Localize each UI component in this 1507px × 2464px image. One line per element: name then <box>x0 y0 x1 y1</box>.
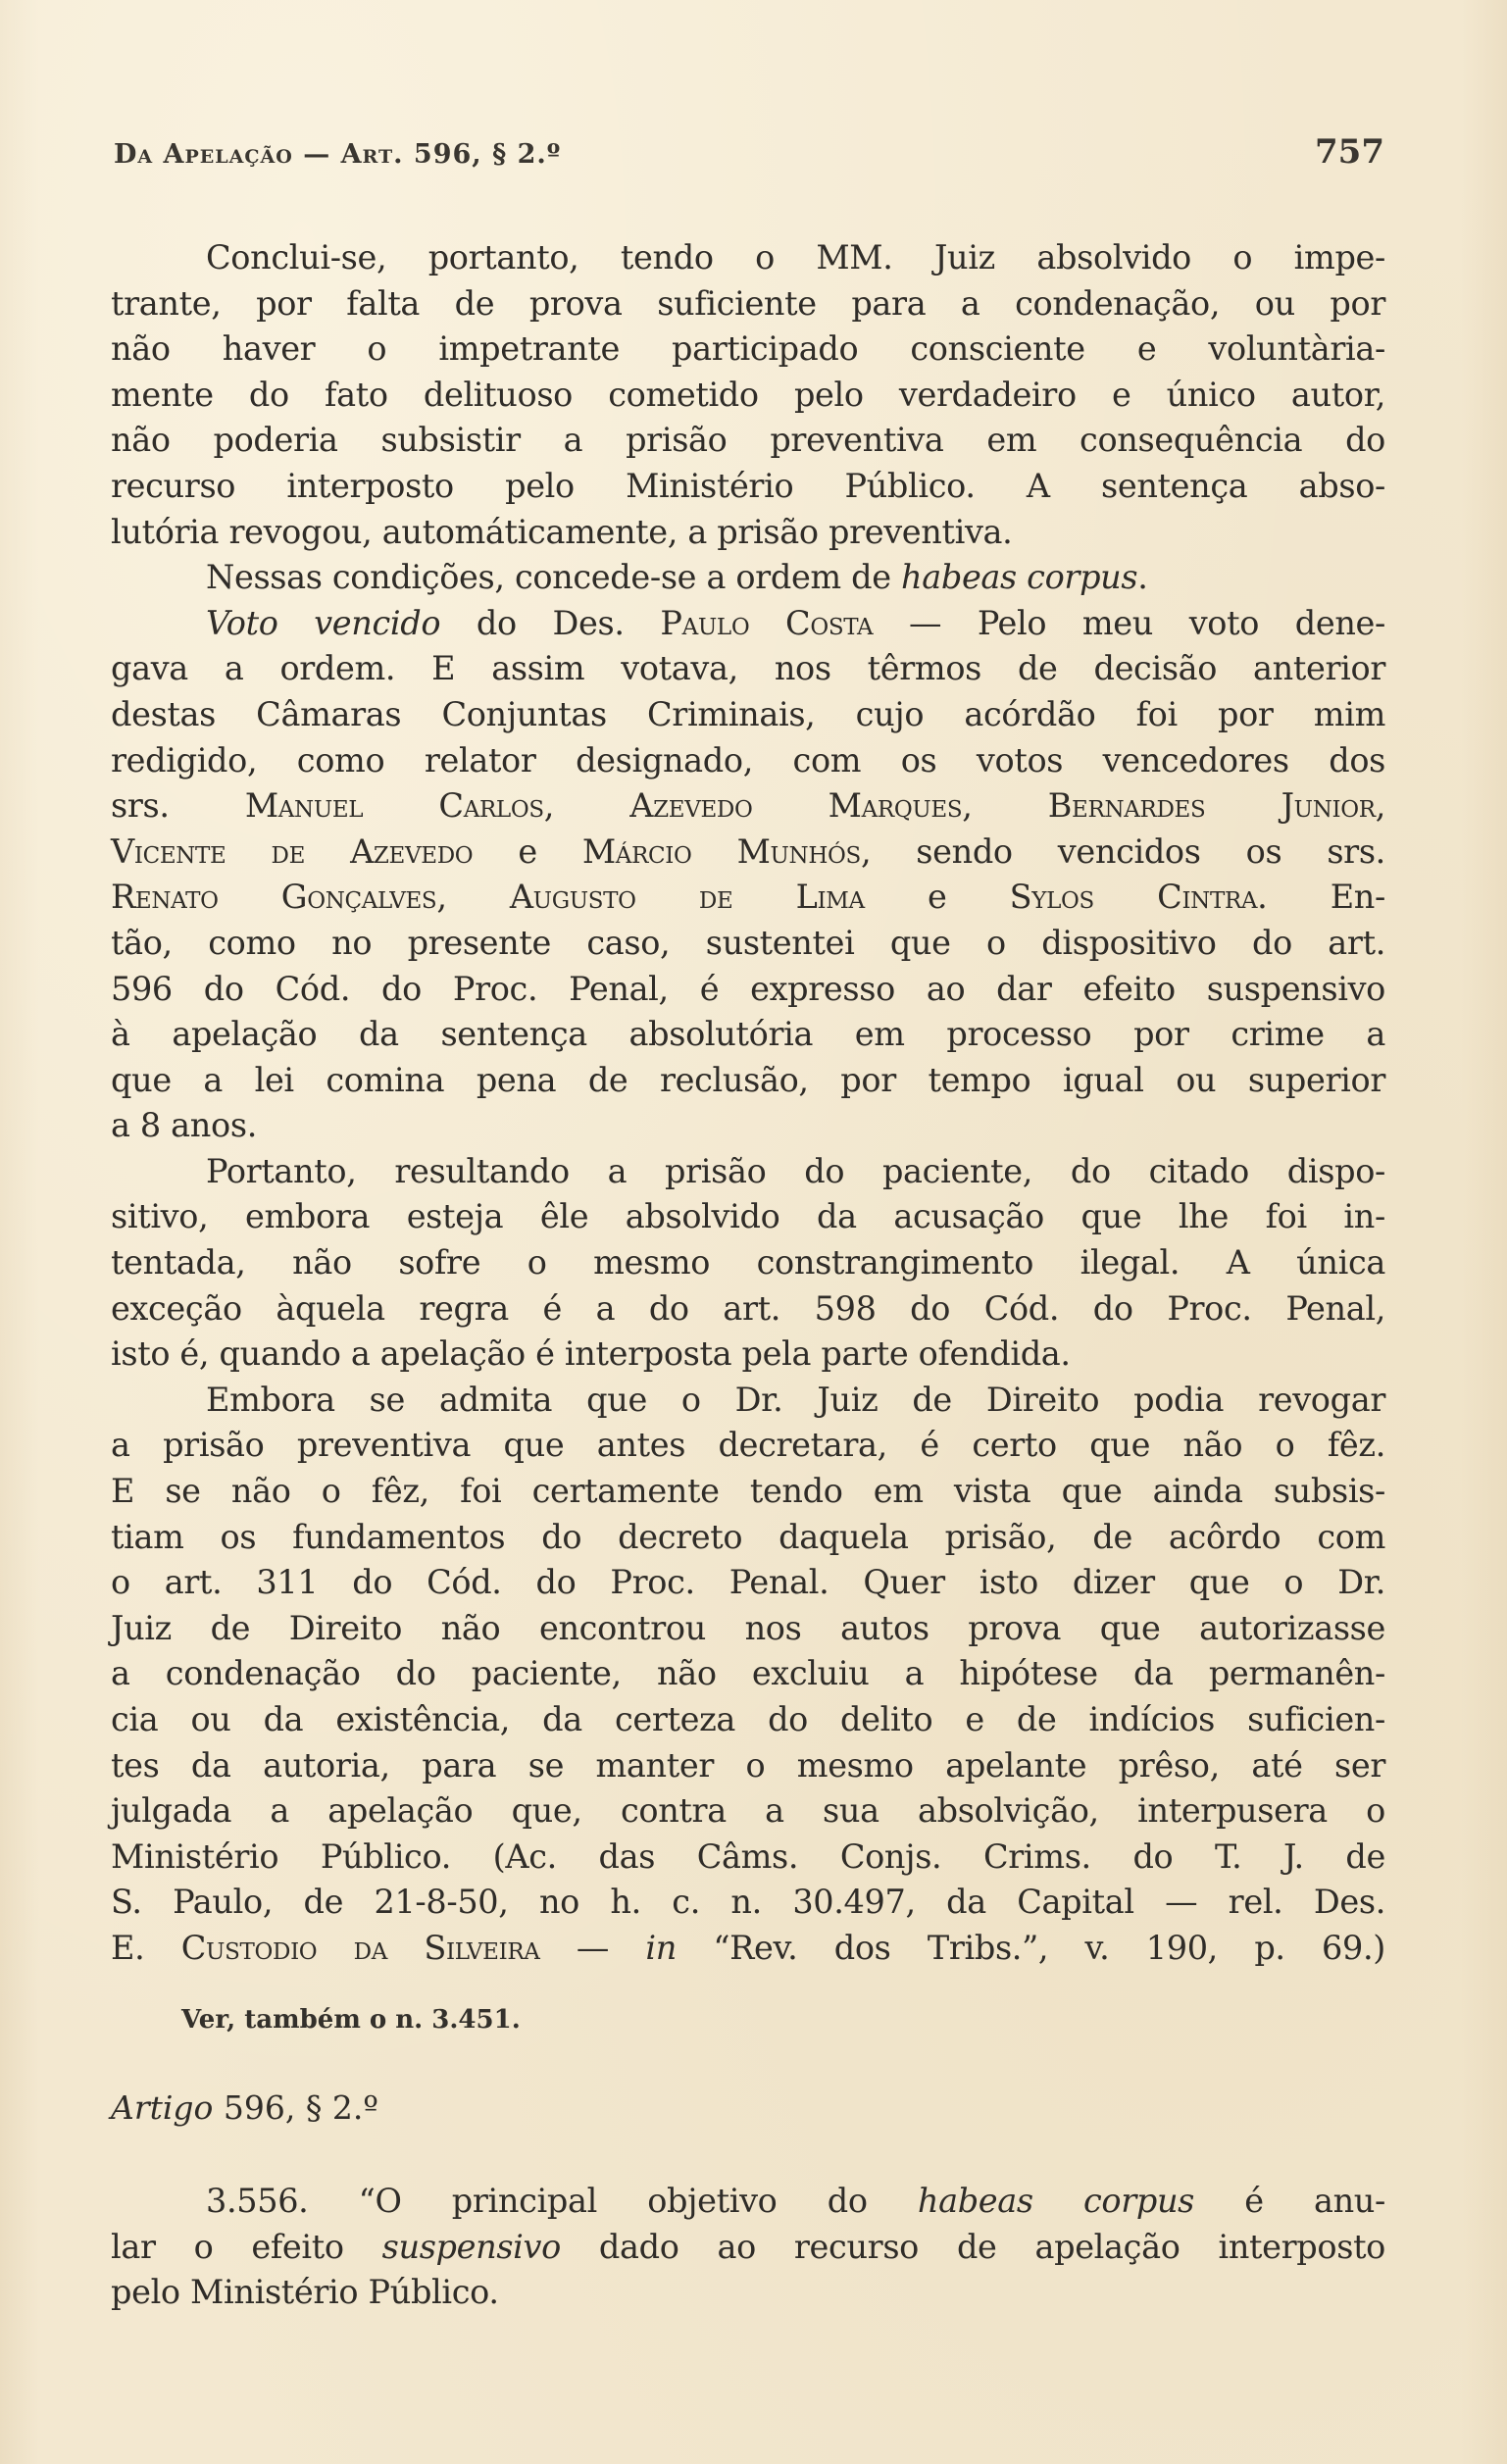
text-line <box>111 1651 1385 1697</box>
text-line <box>111 1240 1385 1286</box>
text-segment: . En- <box>1257 878 1385 917</box>
text-line <box>111 327 1385 373</box>
see-also-note: Ver, também o n. 3.451. <box>181 2005 521 2035</box>
text-line <box>111 1743 1385 1789</box>
text-line <box>111 1788 1385 1835</box>
text-segment: 3.556. “O principal objetivo do <box>206 2182 918 2220</box>
text-segment: E se não o fêz, foi certamente tendo em vista que ainda subsis- <box>111 1472 1385 1511</box>
small-caps-name: Augusto de Lima <box>509 878 865 917</box>
text-line <box>111 1194 1385 1240</box>
text-line <box>111 1286 1385 1333</box>
text-line <box>111 1926 1385 1972</box>
text-line <box>111 373 1385 419</box>
text-line <box>111 1058 1385 1104</box>
text-line <box>111 875 1385 921</box>
small-caps-name: Renato Gonçalves <box>111 878 437 917</box>
text-segment: S. Paulo, de 21-8-50, no h. c. n. 30.497, da Capital — rel. Des. <box>111 1883 1385 1922</box>
text-line <box>111 1606 1385 1652</box>
italic-text: suspensivo <box>381 2227 561 2266</box>
article-heading <box>111 2088 378 2127</box>
text-line <box>111 235 1385 281</box>
small-caps-name: Manuel Carlos <box>244 786 544 826</box>
text-line <box>111 464 1385 510</box>
text-segment: srs. <box>111 786 245 826</box>
text-line <box>111 783 1385 830</box>
text-line <box>111 967 1385 1013</box>
page-number: 757 <box>1315 132 1384 172</box>
text-line <box>111 646 1385 692</box>
text-segment: , <box>1375 786 1385 826</box>
text-segment: destas Câmaras Conjuntas Criminais, cujo acórdão foi por mim <box>111 694 1385 733</box>
text-segment: , sendo vencidos os srs. <box>860 831 1385 871</box>
text-segment: não haver o impetrante participado consciente e voluntària- <box>111 329 1385 369</box>
text-segment: “Rev. dos Tribs.”, v. 190, p. 69.) <box>677 1928 1386 1967</box>
italic-text: habeas corpus <box>917 2182 1195 2220</box>
main-text-block <box>111 235 1385 1972</box>
small-caps-name: Vicente de Azevedo <box>111 831 474 871</box>
text-line <box>111 1332 1385 1378</box>
small-caps-name: Márcio Munhós <box>581 831 861 871</box>
text-segment: , <box>543 786 630 826</box>
text-line <box>111 1423 1385 1469</box>
text-segment: Embora se admita que o Dr. Juiz de Direito podia revogar <box>206 1380 1385 1419</box>
small-caps-name: Custodio da Silveira <box>180 1928 540 1967</box>
text-segment: lutória revogou, automáticamente, a prisão preventiva. <box>111 512 1013 551</box>
text-segment: trante, por falta de prova suficiente para a condenação, ou por <box>111 283 1385 323</box>
text-segment: mente do fato delituoso cometido pelo verdadeiro e único autor, <box>111 375 1385 414</box>
text-line <box>111 1515 1385 1561</box>
text-segment: . <box>1137 558 1148 597</box>
text-segment: recurso interposto pelo Ministério Público. A sentença abso- <box>111 466 1385 505</box>
text-segment: dado ao recurso de apelação interposto <box>560 2227 1385 2266</box>
text-segment: tiam os fundamentos do decreto daquela prisão, de acôrdo com <box>111 1517 1385 1556</box>
text-segment: a 8 anos. <box>111 1106 257 1145</box>
small-caps-name: Paulo Costa <box>660 603 874 642</box>
text-line <box>111 2225 1385 2271</box>
text-segment: sitivo, embora esteja êle absolvido da acusação que lhe foi in- <box>111 1197 1385 1236</box>
text-line <box>111 601 1385 647</box>
italic-text: habeas corpus <box>901 558 1138 597</box>
text-segment: gava a ordem. E assim votava, nos têrmos de decisão anterior <box>111 649 1385 688</box>
text-segment: que a lei comina pena de reclusão, por tempo igual ou superior <box>111 1060 1385 1099</box>
text-segment: redigido, como relator designado, com os votos vencedores dos <box>111 740 1385 779</box>
small-caps-name: Azevedo Marques <box>629 786 963 826</box>
text-line <box>111 921 1385 967</box>
text-segment: a prisão preventiva que antes decretara, é certo que não o fêz. <box>111 1426 1385 1465</box>
text-segment: 596 do Cód. do Proc. Penal, é expresso ao dar efeito suspensivo <box>111 969 1385 1008</box>
text-line <box>111 738 1385 784</box>
text-segment: do Des. <box>440 603 661 642</box>
text-segment: o art. 311 do Cód. do Proc. Penal. Quer isto dizer que o Dr. <box>111 1563 1385 1602</box>
article-heading-ref: 596, § 2.º <box>213 2088 378 2127</box>
text-segment: Portanto, resultando a prisão do paciente, do citado dispo- <box>206 1151 1385 1190</box>
text-line <box>111 1378 1385 1424</box>
text-line <box>111 1012 1385 1058</box>
text-line <box>111 1880 1385 1926</box>
text-segment: à apelação da sentença absolutória em processo por crime a <box>111 1015 1385 1054</box>
text-segment: tes da autoria, para se manter o mesmo apelante prêso, até ser <box>111 1745 1385 1785</box>
text-line <box>111 692 1385 738</box>
text-line <box>111 1149 1385 1195</box>
text-line <box>111 1560 1385 1606</box>
text-segment: e <box>864 878 1010 917</box>
entry-3556-text <box>111 2179 1385 2316</box>
text-segment: e <box>473 831 582 871</box>
text-segment: E. <box>111 1928 181 1967</box>
article-heading-word: Artigo <box>111 2088 214 2127</box>
running-head-title: Da Apelação — Art. 596, § 2.º <box>114 139 562 170</box>
text-segment: , <box>962 786 1048 826</box>
text-segment: não poderia subsistir a prisão preventiva em consequência do <box>111 421 1385 460</box>
text-line <box>111 418 1385 464</box>
text-segment: cia ou da existência, da certeza do delito e de indícios suficien- <box>111 1700 1385 1738</box>
text-segment: Nessas condições, concede-se a ordem de <box>206 558 901 597</box>
text-segment: isto é, quando a apelação é interposta pela parte ofendida. <box>111 1334 1071 1374</box>
text-line <box>111 830 1385 876</box>
text-line <box>111 1835 1385 1881</box>
text-segment: — Pelo meu voto dene- <box>873 603 1385 642</box>
text-line <box>111 1103 1385 1149</box>
text-line <box>111 510 1385 556</box>
small-caps-name: Bernardes Junior <box>1047 786 1376 826</box>
text-segment: a condenação do paciente, não excluiu a hipótese da permanên- <box>111 1654 1385 1693</box>
text-line <box>111 1469 1385 1515</box>
running-head <box>114 132 1384 172</box>
text-segment: lar o efeito <box>111 2227 382 2266</box>
text-segment: Conclui-se, portanto, tendo o MM. Juiz absolvido o impe- <box>206 238 1385 277</box>
text-line <box>111 1697 1385 1743</box>
text-segment: Juiz de Direito não encontrou nos autos prova que autorizasse <box>111 1608 1385 1647</box>
italic-text: Voto vencido <box>206 603 441 642</box>
italic-text: in <box>645 1928 678 1967</box>
text-segment: é anu- <box>1194 2182 1385 2220</box>
text-segment: Ministério Público. (Ac. das Câms. Conjs. Crims. do T. J. de <box>111 1836 1385 1876</box>
text-line <box>111 2270 1385 2316</box>
text-segment: exceção àquela regra é a do art. 598 do Cód. do Proc. Penal, <box>111 1288 1385 1328</box>
text-segment: tão, como no presente caso, sustentei que o dispositivo do art. <box>111 923 1385 962</box>
small-caps-name: Sylos Cintra <box>1009 878 1258 917</box>
text-segment: — <box>539 1928 646 1967</box>
text-segment: julgada a apelação que, contra a sua absolvição, interpusera o <box>111 1791 1385 1831</box>
text-line <box>111 555 1385 601</box>
text-segment: pelo Ministério Público. <box>111 2273 499 2312</box>
text-segment: tentada, não sofre o mesmo constrangimento ilegal. A única <box>111 1243 1385 1282</box>
text-segment: , <box>436 878 510 917</box>
text-line <box>111 2179 1385 2225</box>
text-line <box>111 281 1385 327</box>
